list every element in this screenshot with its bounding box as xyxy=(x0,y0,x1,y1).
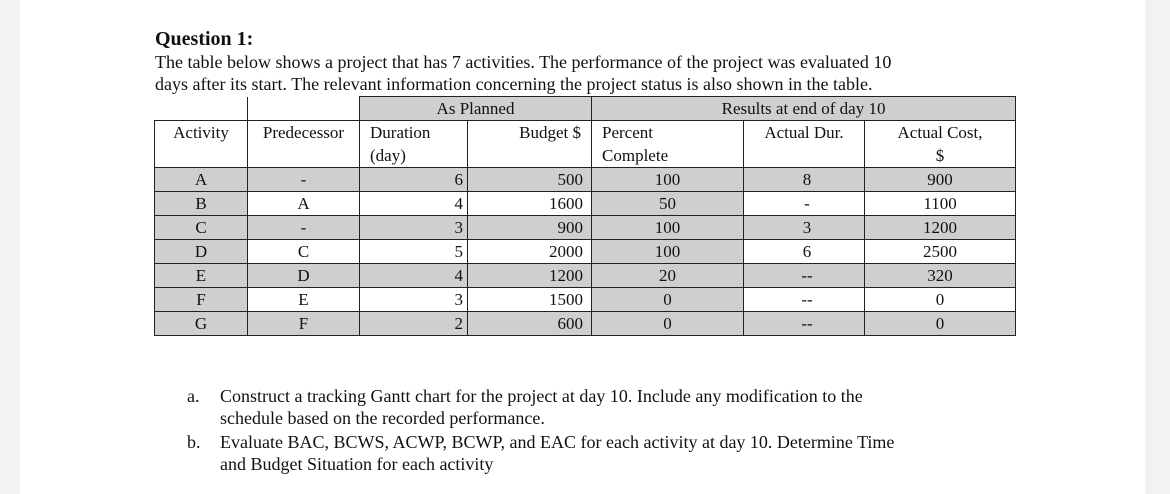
cell-activity: D xyxy=(155,240,248,264)
table-row xyxy=(155,288,1016,312)
cell-budget: 600 xyxy=(468,312,592,336)
cell-budget: 1500 xyxy=(468,288,592,312)
table-row xyxy=(155,216,1016,240)
cell-predecessor: D xyxy=(248,264,360,288)
header-actual-duration: Actual Dur. xyxy=(744,121,865,168)
cell-activity: B xyxy=(155,192,248,216)
cell-budget: 2000 xyxy=(468,240,592,264)
table-row xyxy=(155,192,1016,216)
cell-actual-duration: 3 xyxy=(744,216,865,240)
cell-duration: 4 xyxy=(360,264,468,288)
cell-duration: 5 xyxy=(360,240,468,264)
cell-percent-complete: 100 xyxy=(592,240,744,264)
group-header-results: Results at end of day 10 xyxy=(592,97,1016,121)
question-title: Question 1: xyxy=(155,28,254,50)
cell-duration: 4 xyxy=(360,192,468,216)
task-item-b xyxy=(187,431,1020,475)
cell-actual-cost: 0 xyxy=(865,312,1016,336)
header-actual-cost xyxy=(865,121,1016,168)
header-predecessor: Predecessor xyxy=(248,121,360,168)
cell-actual-cost: 320 xyxy=(865,264,1016,288)
cell-budget: 1600 xyxy=(468,192,592,216)
cell-duration: 6 xyxy=(360,168,468,192)
cell-predecessor: A xyxy=(248,192,360,216)
cell-predecessor: E xyxy=(248,288,360,312)
cell-activity: A xyxy=(155,168,248,192)
cell-actual-duration: - xyxy=(744,192,865,216)
group-header-row xyxy=(155,97,1016,121)
task-list xyxy=(187,385,1020,477)
task-marker-a: a. xyxy=(187,386,200,406)
project-status-table xyxy=(154,96,1016,336)
task-b-line-1: Evaluate BAC, BCWS, ACWP, BCWP, and EAC for each activity at day 10. Determine Time xyxy=(220,432,895,452)
table-body xyxy=(155,168,1016,336)
cell-percent-complete: 0 xyxy=(592,312,744,336)
cell-predecessor: F xyxy=(248,312,360,336)
question-intro-line-1: The table below shows a project that has 7 activities. The performance of the project was evaluated 10 xyxy=(155,52,892,72)
cell-activity: C xyxy=(155,216,248,240)
header-percent-line-2: Complete xyxy=(602,146,669,165)
cell-actual-cost: 2500 xyxy=(865,240,1016,264)
cell-predecessor: C xyxy=(248,240,360,264)
header-duration-line-2: (day) xyxy=(370,146,406,165)
header-duration-line-1: Duration xyxy=(370,123,431,142)
cell-actual-duration: -- xyxy=(744,312,865,336)
cell-actual-cost: 1100 xyxy=(865,192,1016,216)
cell-actual-duration: 6 xyxy=(744,240,865,264)
document-page xyxy=(20,0,1145,494)
task-marker-b: b. xyxy=(187,432,201,452)
cell-budget: 1200 xyxy=(468,264,592,288)
cell-percent-complete: 0 xyxy=(592,288,744,312)
task-b-line-2: and Budget Situation for each activity xyxy=(220,454,494,474)
cell-percent-complete: 100 xyxy=(592,216,744,240)
table-row xyxy=(155,240,1016,264)
cell-actual-duration: -- xyxy=(744,264,865,288)
task-a-line-2: schedule based on the recorded performance. xyxy=(220,408,545,428)
cell-duration: 3 xyxy=(360,288,468,312)
task-a-line-1: Construct a tracking Gantt chart for the project at day 10. Include any modification to the xyxy=(220,386,863,406)
cell-activity: F xyxy=(155,288,248,312)
header-percent-line-1: Percent xyxy=(602,123,653,142)
cell-budget: 900 xyxy=(468,216,592,240)
group-header-as-planned: As Planned xyxy=(360,97,592,121)
cell-actual-cost: 900 xyxy=(865,168,1016,192)
cell-actual-duration: -- xyxy=(744,288,865,312)
cell-predecessor: - xyxy=(248,216,360,240)
cell-duration: 2 xyxy=(360,312,468,336)
header-actual-cost-line-2: $ xyxy=(935,146,945,165)
cell-actual-duration: 8 xyxy=(744,168,865,192)
table-row xyxy=(155,264,1016,288)
cell-percent-complete: 20 xyxy=(592,264,744,288)
question-intro-line-2: days after its start. The relevant information concerning the project status is also shown in the table. xyxy=(155,74,873,94)
table-row xyxy=(155,312,1016,336)
header-actual-cost-line-1: Actual Cost, xyxy=(897,123,983,142)
cell-predecessor: - xyxy=(248,168,360,192)
task-item-a xyxy=(187,385,1020,429)
header-activity: Activity xyxy=(155,121,248,168)
cell-percent-complete: 50 xyxy=(592,192,744,216)
cell-actual-cost: 1200 xyxy=(865,216,1016,240)
header-percent-complete xyxy=(592,121,744,168)
cell-percent-complete: 100 xyxy=(592,168,744,192)
column-header-row xyxy=(155,121,1016,168)
cell-duration: 3 xyxy=(360,216,468,240)
cell-activity: E xyxy=(155,264,248,288)
header-budget: Budget $ xyxy=(468,121,592,168)
table-row xyxy=(155,168,1016,192)
cell-actual-cost: 0 xyxy=(865,288,1016,312)
cell-budget: 500 xyxy=(468,168,592,192)
cell-activity: G xyxy=(155,312,248,336)
header-duration xyxy=(360,121,468,168)
